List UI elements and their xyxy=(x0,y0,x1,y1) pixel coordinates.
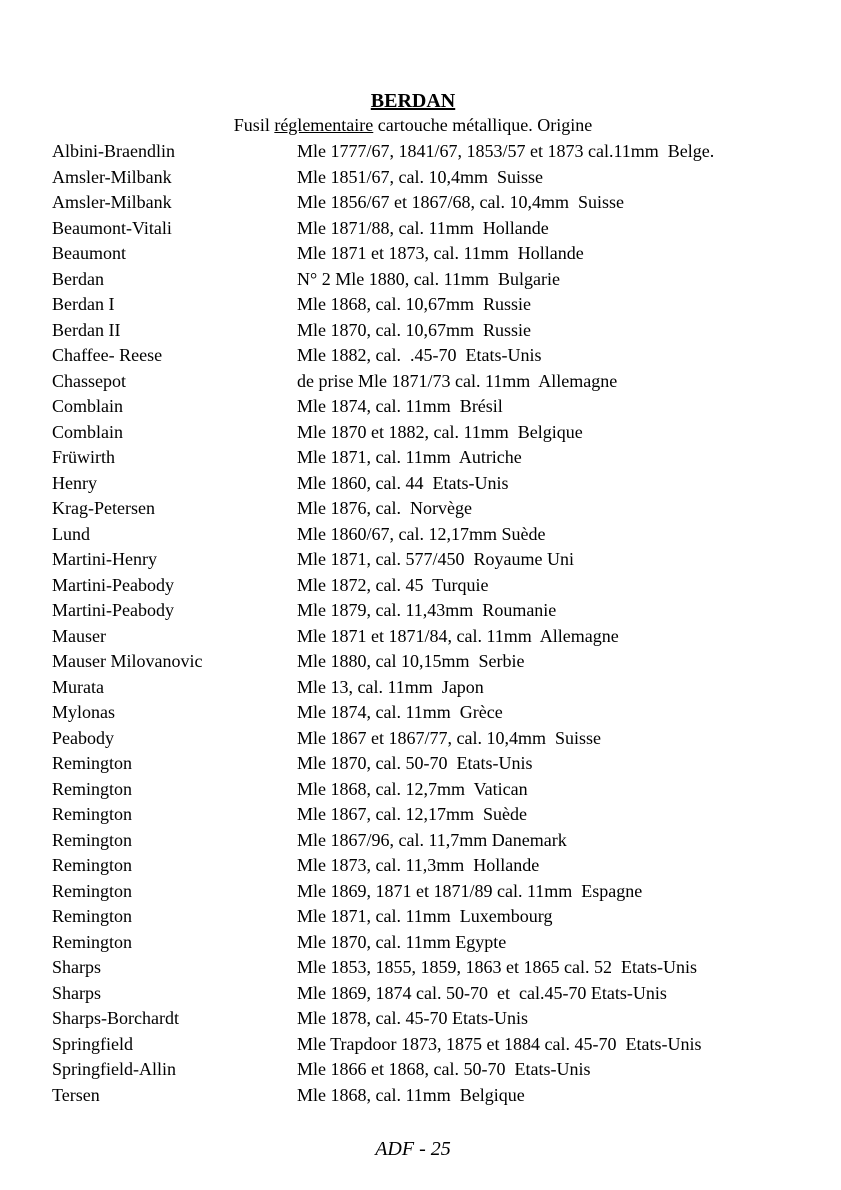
page-footer: ADF - 25 xyxy=(375,1138,451,1160)
rifle-description: Mle 1868, cal. 11mm Belgique xyxy=(297,1084,525,1105)
list-item xyxy=(52,981,822,1007)
list-item xyxy=(52,598,822,624)
rifle-description: Mle 1880, cal 10,15mm Serbie xyxy=(297,651,525,671)
list-item xyxy=(52,420,822,446)
list-item xyxy=(52,369,822,395)
list-item xyxy=(52,649,822,675)
rifle-description: de prise Mle 1871/73 cal. 11mm Allemagne xyxy=(297,370,618,391)
rifle-description: Mle 1860/67, cal. 12,17mm Suède xyxy=(297,523,546,544)
rifle-description: Mle 1868, cal. 10,67mm Russie xyxy=(297,294,531,314)
rifle-description: Mle 1867/96, cal. 11,7mm Danemark xyxy=(297,829,567,850)
rifle-description: Mle 1866 et 1868, cal. 50-70 Etats-Unis xyxy=(297,1059,591,1079)
list-item xyxy=(52,828,822,854)
list-item xyxy=(52,394,822,420)
rifle-description: Mle 1870, cal. 50-70 Etats-Unis xyxy=(297,753,533,773)
list-item xyxy=(52,292,822,318)
rifle-description: Mle 1870, cal. 11mm Egypte xyxy=(297,931,507,952)
list-item xyxy=(52,343,822,369)
rifle-name: Martini-Peabody xyxy=(52,574,174,595)
subtitle xyxy=(0,114,826,136)
rifle-name: Krag-Petersen xyxy=(52,498,155,518)
list-item xyxy=(52,751,822,777)
rifle-description: Mle 1868, cal. 12,7mm Vatican xyxy=(297,778,528,799)
rifle-description: Mle Trapdoor 1873, 1875 et 1884 cal. 45-70 Etats-Unis xyxy=(297,1033,702,1054)
rifle-description: Mle 1860, cal. 44 Etats-Unis xyxy=(297,472,509,493)
rifle-list xyxy=(52,139,822,1108)
rifle-name: Berdan xyxy=(52,268,104,289)
list-item xyxy=(52,853,822,879)
rifle-name: Comblain xyxy=(52,421,123,442)
rifle-name: Murata xyxy=(52,676,104,697)
rifle-description: Mle 1874, cal. 11mm Brésil xyxy=(297,396,503,416)
rifle-description: Mle 1871/88, cal. 11mm Hollande xyxy=(297,217,549,238)
rifle-description: Mle 1871, cal. 577/450 Royaume Uni xyxy=(297,549,574,569)
list-item xyxy=(52,777,822,803)
list-item xyxy=(52,522,822,548)
rifle-description: Mle 1874, cal. 11mm Grèce xyxy=(297,702,503,722)
rifle-name: Amsler-Milbank xyxy=(52,166,172,187)
subtitle-part-1: Fusil xyxy=(233,115,275,135)
rifle-description: Mle 1856/67 et 1867/68, cal. 10,4mm Suisse xyxy=(297,192,624,212)
list-item xyxy=(52,318,822,344)
rifle-name: Chassepot xyxy=(52,370,126,391)
rifle-name: Remington xyxy=(52,778,132,799)
rifle-description: Mle 1871, cal. 11mm Luxembourg xyxy=(297,906,553,926)
rifle-name: Peabody xyxy=(52,727,114,748)
rifle-name: Beaumont xyxy=(52,243,126,263)
rifle-name: Chaffee- Reese xyxy=(52,345,163,365)
rifle-description: Mle 1867, cal. 12,17mm Suède xyxy=(297,804,527,824)
rifle-name: Remington xyxy=(52,906,132,926)
rifle-name: Martini-Peabody xyxy=(52,600,174,620)
rifle-name: Tersen xyxy=(52,1084,100,1105)
list-item xyxy=(52,930,822,956)
rifle-description: Mle 1871 et 1873, cal. 11mm Hollande xyxy=(297,243,584,263)
list-item xyxy=(52,471,822,497)
list-item xyxy=(52,267,822,293)
list-item xyxy=(52,165,822,191)
rifle-description: Mle 1870 et 1882, cal. 11mm Belgique xyxy=(297,421,583,442)
list-item xyxy=(52,1057,822,1083)
page-title: BERDAN xyxy=(370,90,456,112)
list-item xyxy=(52,675,822,701)
list-item xyxy=(52,139,822,165)
rifle-name: Albini-Braendlin xyxy=(52,141,175,161)
list-item xyxy=(52,1032,822,1058)
list-item xyxy=(52,1006,822,1032)
rifle-name: Lund xyxy=(52,523,90,544)
rifle-description: Mle 1879, cal. 11,43mm Roumanie xyxy=(297,600,557,620)
list-item xyxy=(52,190,822,216)
subtitle-part-3: cartouche métallique. Origine xyxy=(373,115,593,135)
rifle-name: Remington xyxy=(52,855,132,875)
list-item xyxy=(52,445,822,471)
list-item xyxy=(52,879,822,905)
rifle-description: Mle 1876, cal. Norvège xyxy=(297,498,472,518)
rifle-name: Springfield-Allin xyxy=(52,1059,176,1079)
list-item xyxy=(52,241,822,267)
list-item xyxy=(52,624,822,650)
list-item xyxy=(52,573,822,599)
rifle-name: Berdan I xyxy=(52,294,115,314)
rifle-description: Mle 13, cal. 11mm Japon xyxy=(297,676,484,697)
rifle-name: Remington xyxy=(52,753,132,773)
rifle-name: Henry xyxy=(52,472,97,493)
rifle-description: Mle 1873, cal. 11,3mm Hollande xyxy=(297,855,540,875)
rifle-description: Mle 1869, 1874 cal. 50-70 et cal.45-70 Etats-Unis xyxy=(297,982,667,1003)
rifle-description: Mle 1869, 1871 et 1871/89 cal. 11mm Espagne xyxy=(297,880,643,901)
list-item xyxy=(52,904,822,930)
rifle-description: Mle 1871, cal. 11mm Autriche xyxy=(297,447,522,467)
rifle-name: Beaumont-Vitali xyxy=(52,217,172,238)
rifle-name: Remington xyxy=(52,931,132,952)
rifle-description: Mle 1871 et 1871/84, cal. 11mm Allemagne xyxy=(297,625,619,646)
rifle-name: Sharps-Borchardt xyxy=(52,1008,179,1028)
rifle-name: Remington xyxy=(52,880,132,901)
list-item xyxy=(52,726,822,752)
rifle-name: Sharps xyxy=(52,982,101,1003)
rifle-name: Mauser Milovanovic xyxy=(52,651,203,671)
rifle-description: Mle 1777/67, 1841/67, 1853/57 et 1873 cal.11mm Belge. xyxy=(297,141,715,161)
rifle-name: Martini-Henry xyxy=(52,549,157,569)
rifle-name: Sharps xyxy=(52,957,101,977)
rifle-description: Mle 1867 et 1867/77, cal. 10,4mm Suisse xyxy=(297,727,601,748)
rifle-description: Mle 1870, cal. 10,67mm Russie xyxy=(297,319,531,340)
rifle-name: Remington xyxy=(52,829,132,850)
rifle-description: Mle 1878, cal. 45-70 Etats-Unis xyxy=(297,1008,528,1028)
rifle-name: Remington xyxy=(52,804,132,824)
list-item xyxy=(52,547,822,573)
rifle-name: Mauser xyxy=(52,625,106,646)
rifle-name: Berdan II xyxy=(52,319,121,340)
list-item xyxy=(52,802,822,828)
rifle-name: Springfield xyxy=(52,1033,133,1054)
rifle-name: Amsler-Milbank xyxy=(52,192,172,212)
rifle-description: Mle 1882, cal. .45-70 Etats-Unis xyxy=(297,345,542,365)
list-item xyxy=(52,700,822,726)
rifle-name: Früwirth xyxy=(52,447,115,467)
rifle-name: Comblain xyxy=(52,396,123,416)
rifle-name: Mylonas xyxy=(52,702,115,722)
list-item xyxy=(52,216,822,242)
list-item xyxy=(52,1083,822,1109)
list-item xyxy=(52,496,822,522)
list-item xyxy=(52,955,822,981)
rifle-description: Mle 1872, cal. 45 Turquie xyxy=(297,574,489,595)
rifle-description: Mle 1851/67, cal. 10,4mm Suisse xyxy=(297,166,543,187)
rifle-description: N° 2 Mle 1880, cal. 11mm Bulgarie xyxy=(297,268,560,289)
rifle-description: Mle 1853, 1855, 1859, 1863 et 1865 cal. 52 Etats-Unis xyxy=(297,957,697,977)
subtitle-underlined-word: réglementaire xyxy=(274,115,374,135)
